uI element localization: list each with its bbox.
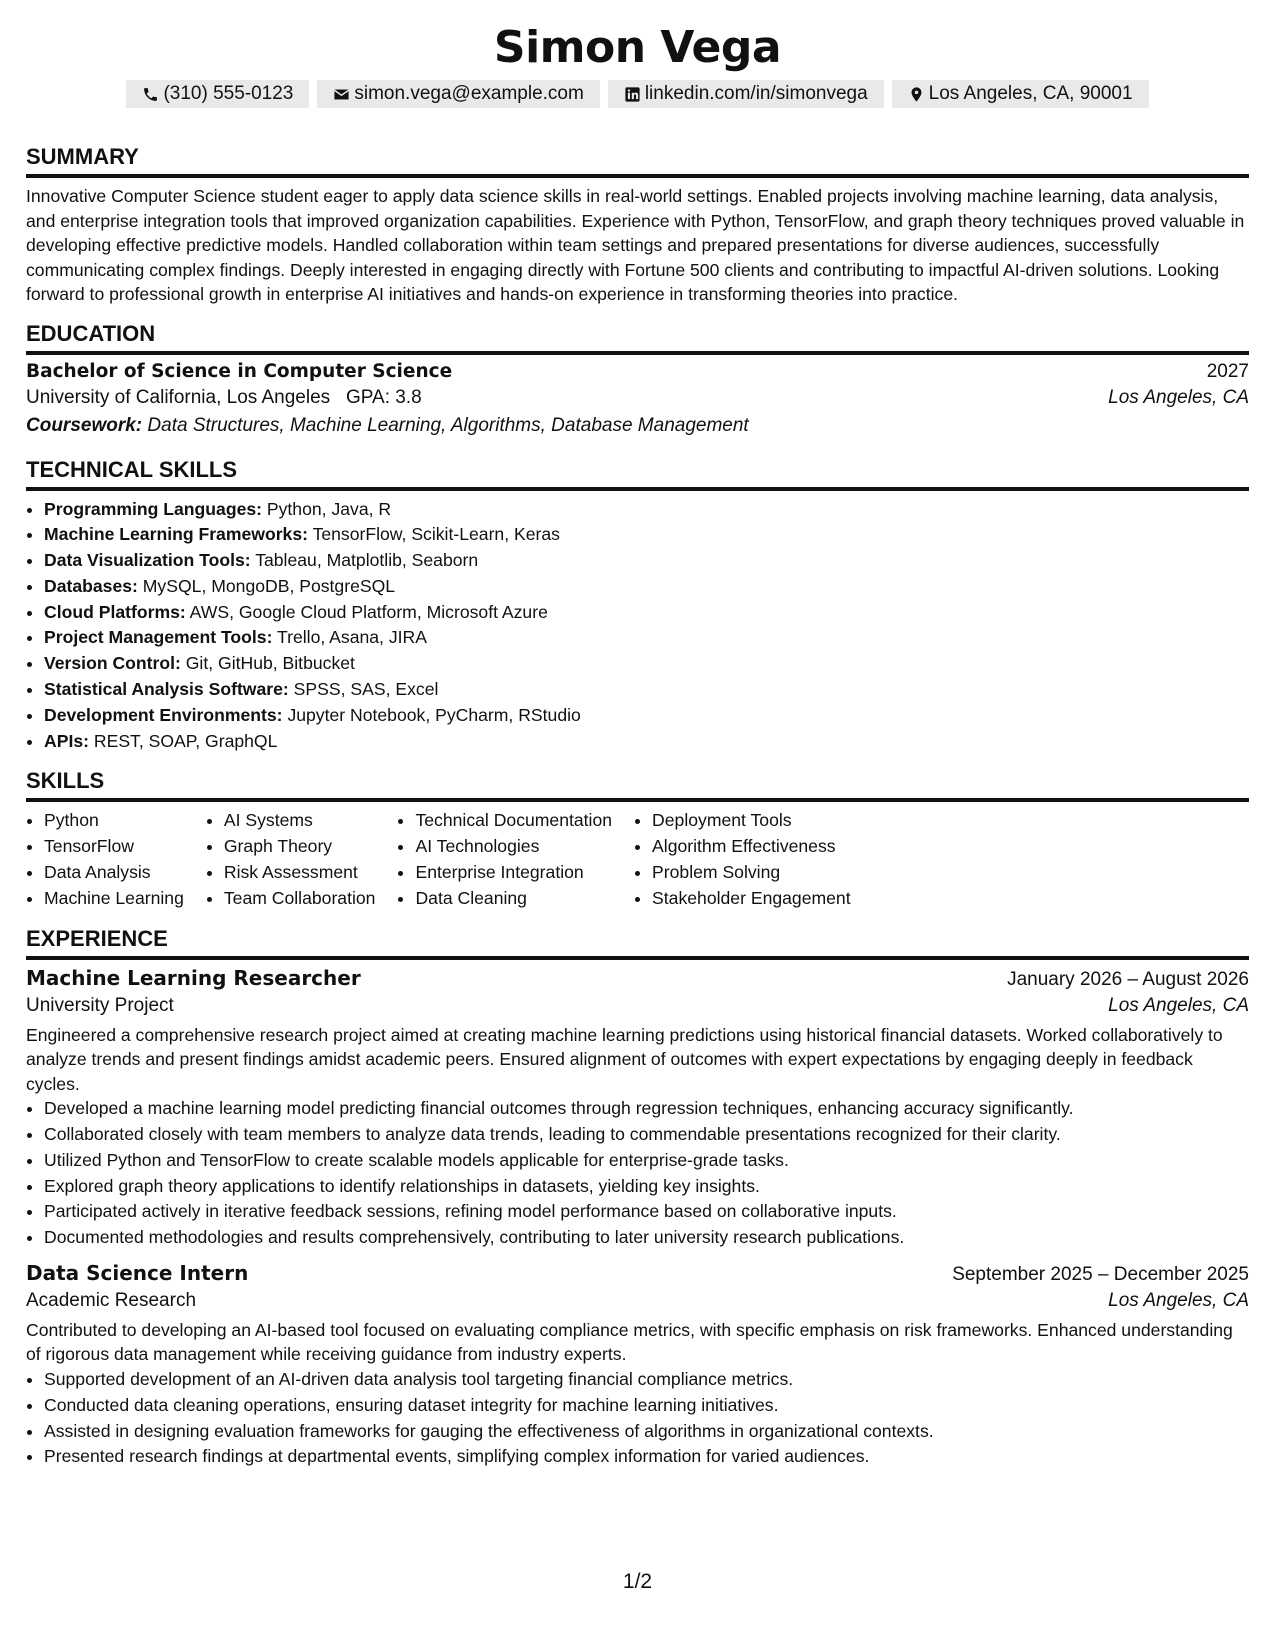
job-dates: September 2025 – December 2025 [952,1263,1249,1285]
job-header [26,966,1249,991]
list-item [44,600,1249,626]
list-item: • Graph Theory [224,834,376,860]
skill-label: Data Visualization Tools: [44,550,251,571]
contact-bar [26,80,1249,108]
job-org: University Project [26,994,174,1016]
education-row-degree [26,361,1249,383]
contact-linkedin[interactable] [608,80,884,108]
list-item: • Utilized Python and TensorFlow to create scalable models applicable for enterprise-grade tasks. [44,1148,1249,1174]
list-item [44,729,1249,755]
section-title-experience: EXPERIENCE [26,926,1249,960]
map-pin-icon [908,86,925,103]
skills-column-2 [206,808,376,911]
skill-label: APIs: [44,730,89,751]
graduation-year: 2027 [1206,360,1249,382]
coursework-label: Coursework: [26,414,143,436]
skill-value: REST, SOAP, GraphQL [93,730,278,751]
skill-value: MySQL, MongoDB, PostgreSQL [142,575,396,596]
skills-column-3 [397,808,612,911]
list-item: • Developed a machine learning model predicting financial outcomes through regression techniques, enhancing accuracy significantly. [44,1096,1249,1122]
list-item: • Python [44,808,184,834]
list-item: • Data Cleaning [415,886,612,912]
list-item: • Documented methodologies and results comprehensively, contributing to later university research publications. [44,1225,1249,1251]
summary-text: Innovative Computer Science student eager to apply data science skills in real-world settings. Enabled projects involving machine learning, data analysis, and enterprise integration tools that improved organization capabilities. Experience with Python, TensorFlow, and graph theory techniques proved valuable in developing effective predictive models. Handled collaboration within team settings and prepared presentations for diverse audiences, successfully communicating complex findings. Deeply interested in engaging directly with Fortune 500 clients and contributing to impactful AI-driven solutions. Looking forward to professional growth in enterprise AI initiatives and hands-on experience in transforming theories into practice. [26,186,1245,304]
phone-text: (310) 555-0123 [163,83,294,104]
page-number: 1/2 [622,1570,653,1593]
job-subheader [26,995,1249,1017]
section-title-education: EDUCATION [26,321,1249,355]
linkedin-icon [624,86,641,103]
skills-column-4 [634,808,851,911]
list-item: • Team Collaboration [224,886,376,912]
experience-section [26,926,1249,1470]
envelope-icon [333,86,350,103]
list-item: • Supported development of an AI-driven data analysis tool targeting financial compliance metrics. [44,1367,1249,1393]
coursework [26,415,1249,437]
linkedin-text: linkedin.com/in/simonvega [644,83,868,104]
list-item [44,651,1249,677]
list-item [44,703,1249,729]
list-item: • AI Systems [224,808,376,834]
contact-email[interactable] [317,80,599,108]
list-item: • TensorFlow [44,834,184,860]
location-text: Los Angeles, CA, 90001 [928,83,1133,104]
skill-label: Cloud Platforms: [44,601,186,622]
section-title-summary: SUMMARY [26,144,1249,178]
list-item: • Collaborated closely with team members to analyze data trends, leading to commendable presentations recognized for their clarity. [44,1122,1249,1148]
list-item: • Stakeholder Engagement [652,886,851,912]
job-subheader [26,1290,1249,1312]
technical-skills-section [26,457,1249,755]
education-row-school [26,387,1249,409]
list-item [44,522,1249,548]
job-org: Academic Research [26,1289,197,1311]
list-item: • Data Analysis [44,860,184,886]
skill-label: Machine Learning Frameworks: [44,524,308,545]
job-description: Contributed to developing an AI-based tool focused on evaluating compliance metrics, with specific emphasis on risk frameworks. Enhanced understanding of rigorous data management while receiving guidance from industry experts. [26,1319,1233,1365]
list-item: • Assisted in designing evaluation frameworks for gauging the effectiveness of algorithms in organizational contexts. [44,1419,1249,1445]
skill-value: AWS, Google Cloud Platform, Microsoft Azure [189,601,548,622]
list-item: • Presented research findings at departmental events, simplifying complex information for varied audiences. [44,1444,1249,1470]
skills-grid [26,808,1249,911]
degree: Bachelor of Science in Computer Science [26,360,453,382]
resume-page [26,0,1249,1470]
skill-label: Databases: [44,575,138,596]
list-item: • Enterprise Integration [415,860,612,886]
list-item [44,497,1249,523]
summary-section [26,144,1249,307]
job-role: Data Science Intern [26,1260,249,1285]
list-item: • AI Technologies [415,834,612,860]
skill-value: SPSS, SAS, Excel [293,679,439,700]
skills-column-1 [26,808,184,911]
school-line [26,387,422,409]
job-entry [26,1261,1249,1470]
job-header [26,1261,1249,1286]
coursework-list: Data Structures, Machine Learning, Algorithms, Database Management [147,414,749,436]
job-bullets [26,1096,1249,1251]
list-item [44,548,1249,574]
email-text: simon.vega@example.com [354,83,584,104]
list-item: • Deployment Tools [652,808,851,834]
school-location: Los Angeles, CA [1108,386,1249,408]
skill-value: Jupyter Notebook, PyCharm, RStudio [287,704,581,725]
gpa: GPA: 3.8 [346,386,422,408]
list-item: • Explored graph theory applications to identify relationships in datasets, yielding key insights. [44,1174,1249,1200]
skill-label: Project Management Tools: [44,627,273,648]
job-dates: January 2026 – August 2026 [1007,968,1249,990]
list-item [44,625,1249,651]
list-item: • Participated actively in iterative feedback sessions, refining model performance based on collaborative inputs. [44,1199,1249,1225]
contact-phone[interactable] [126,80,309,108]
job-role: Machine Learning Researcher [26,965,361,990]
skill-label: Programming Languages: [44,498,262,519]
section-title-skills: SKILLS [26,768,1249,802]
skill-label: Development Environments: [44,704,283,725]
technical-skills-list [26,497,1249,755]
skill-value: Python, Java, R [266,498,392,519]
job-location: Los Angeles, CA [1108,994,1249,1016]
job-description: Engineered a comprehensive research project aimed at creating machine learning predictions using historical financial datasets. Worked collaboratively to analyze trends and present findings amidst academic peers. Ensured alignment of outcomes with expert expectations by engaging deeply in feedback cycles. [26,1024,1223,1094]
candidate-name: Simon Vega [493,22,782,73]
school-name: University of California, Los Angeles [26,386,331,408]
skill-label: Version Control: [44,653,181,674]
list-item: • Technical Documentation [415,808,612,834]
skill-value: Trello, Asana, JIRA [277,627,427,648]
section-title-technical-skills: TECHNICAL SKILLS [26,457,1249,491]
job-entry [26,966,1249,1251]
contact-location [892,80,1149,108]
list-item: • Algorithm Effectiveness [652,834,851,860]
skills-section [26,768,1249,911]
skill-label: Statistical Analysis Software: [44,679,289,700]
list-item [44,677,1249,703]
education-section [26,321,1249,437]
list-item: • Machine Learning [44,886,184,912]
skill-value: Git, GitHub, Bitbucket [185,653,355,674]
phone-icon [142,86,159,103]
skill-value: TensorFlow, Scikit-Learn, Keras [312,524,560,545]
job-location: Los Angeles, CA [1108,1289,1249,1311]
list-item: • Conducted data cleaning operations, ensuring dataset integrity for machine learning initiatives. [44,1393,1249,1419]
skill-value: Tableau, Matplotlib, Seaborn [255,550,479,571]
job-bullets [26,1367,1249,1470]
list-item: • Problem Solving [652,860,851,886]
list-item [44,574,1249,600]
list-item: • Risk Assessment [224,860,376,886]
